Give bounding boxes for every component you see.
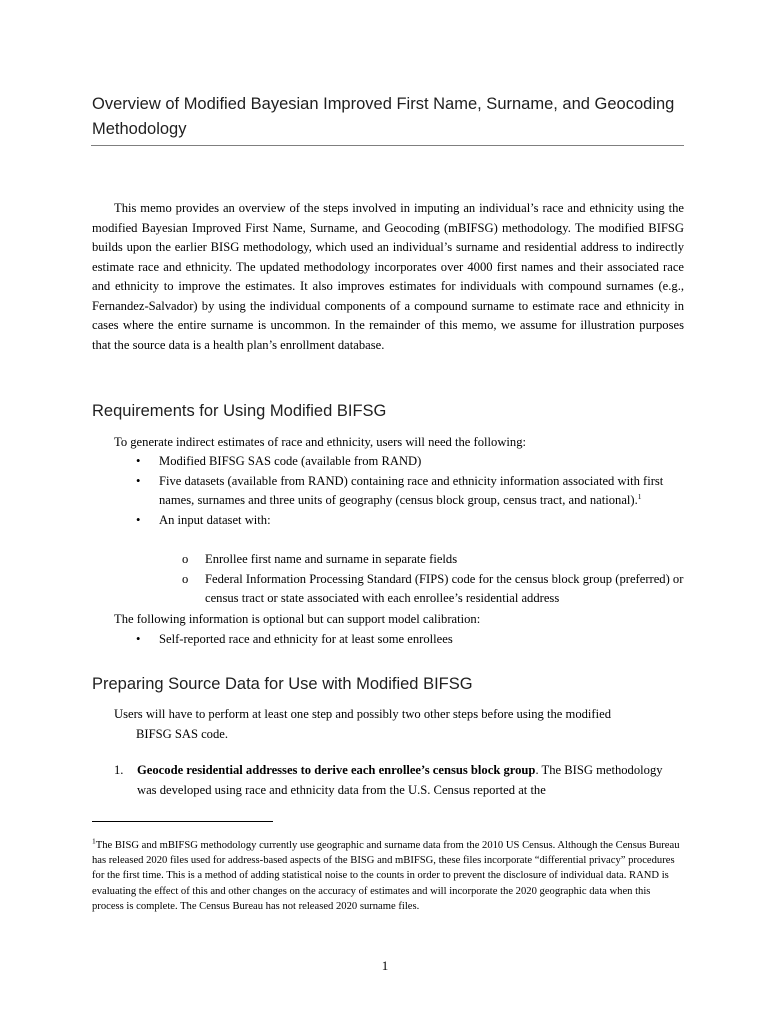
bullet-icon: • bbox=[136, 512, 141, 527]
requirement-item-text: Modified BIFSG SAS code (available from RAND) bbox=[159, 454, 422, 468]
list-item bbox=[0, 570, 685, 609]
page-number: 1 bbox=[381, 958, 389, 973]
footnote-separator bbox=[92, 821, 273, 822]
sub-item-text: Federal Information Processing Standard (FIPS) code for the census block group (preferred) or census tract or state associated with each enrollee’s residential address bbox=[205, 571, 684, 605]
requirement-item-text: An input dataset with: bbox=[159, 512, 271, 527]
bullet-icon: • bbox=[136, 473, 141, 488]
circle-bullet-icon: o bbox=[182, 552, 189, 566]
footnote bbox=[92, 838, 682, 914]
step-text: . The BISG methodology was developed using race and ethnicity data from the U.S. Census reported at the bbox=[137, 763, 663, 797]
title-divider bbox=[91, 145, 684, 146]
preparation-steps bbox=[0, 761, 770, 800]
bullet-icon: • bbox=[136, 454, 141, 468]
list-item bbox=[0, 630, 679, 650]
list-item bbox=[0, 761, 672, 800]
intro-paragraph: This memo provides an overview of the steps involved in imputing an individual’s race and ethnicity using the modified Bayesian Improved First Name, Surname, and Geocoding (mBIFSG) methodology. The modified BIFSG builds upon the earlier BISG methodology, which used an individual’s surname and residential address to indirectly estimate race and ethnicity. The updated methodology incorporates over 4000 first names and their associated race and ethnicity to improve the estimates. It also improves estimates for individuals with compound surnames (e.g., Fernandez-Salvador) by using the individual components of a compound surname to estimate race and ethnicity in cases where the entire surname is uncommon. In the remainder of this memo, we assume for illustration purposes that the source data is a health plan’s enrollment database. bbox=[92, 201, 684, 352]
input-dataset-sublist bbox=[0, 550, 770, 609]
list-item bbox=[0, 511, 679, 531]
preparing-heading: Preparing Source Data for Use with Modified BIFSG bbox=[92, 675, 473, 693]
requirements-heading: Requirements for Using Modified BIFSG bbox=[92, 402, 387, 420]
preparing-intro bbox=[114, 705, 674, 744]
sub-item-text: Enrollee first name and surname in separate fields bbox=[205, 552, 458, 566]
requirement-item-text: Five datasets (available from RAND) containing race and ethnicity information associated with first names, surnames and three units of geography (census block group, census tract, and national). bbox=[159, 473, 664, 507]
footnote-reference[interactable]: 1 bbox=[637, 491, 642, 501]
footnote-text: The BISG and mBIFSG methodology currently use geographic and surname data from the 2010 US Census. Although the Census Bureau has released 2020 files used for address-based aspects of the BISG and mBIFSG, these files incorporate “differential privacy” procedures for the first time. This is a method of adding statistical noise to the counts in order to prevent the disclosure of individual data. RAND is evaluating the effect of this and other changes on the accuracy of estimates and will incorporate the 2020 geographic data when this process is complete. The Census Bureau has not released 2020 surname files. bbox=[92, 840, 680, 912]
list-item bbox=[0, 452, 679, 472]
requirements-intro: To generate indirect estimates of race and ethnicity, users will need the following: bbox=[114, 435, 527, 449]
footnote-number: 1 bbox=[92, 836, 96, 846]
preparing-intro-line: Users will have to perform at least one step and possibly two other steps before using the modified bbox=[114, 707, 611, 721]
list-item bbox=[0, 472, 679, 511]
optional-item-text: Self-reported race and ethnicity for at least some enrollees bbox=[159, 632, 453, 646]
bullet-icon: • bbox=[136, 632, 141, 646]
circle-bullet-icon: o bbox=[182, 571, 189, 586]
step-title: Geocode residential addresses to derive each enrollee’s census block group bbox=[137, 763, 536, 777]
preparing-intro-line: BIFSG SAS code. bbox=[136, 726, 229, 741]
optional-list bbox=[0, 630, 770, 650]
requirements-list bbox=[0, 452, 770, 530]
list-item bbox=[0, 550, 685, 570]
optional-intro: The following information is optional but can support model calibration: bbox=[114, 612, 481, 626]
document-title: Overview of Modified Bayesian Improved First Name, Surname, and Geocoding Methodology bbox=[92, 95, 675, 138]
step-number: 1. bbox=[114, 763, 124, 777]
